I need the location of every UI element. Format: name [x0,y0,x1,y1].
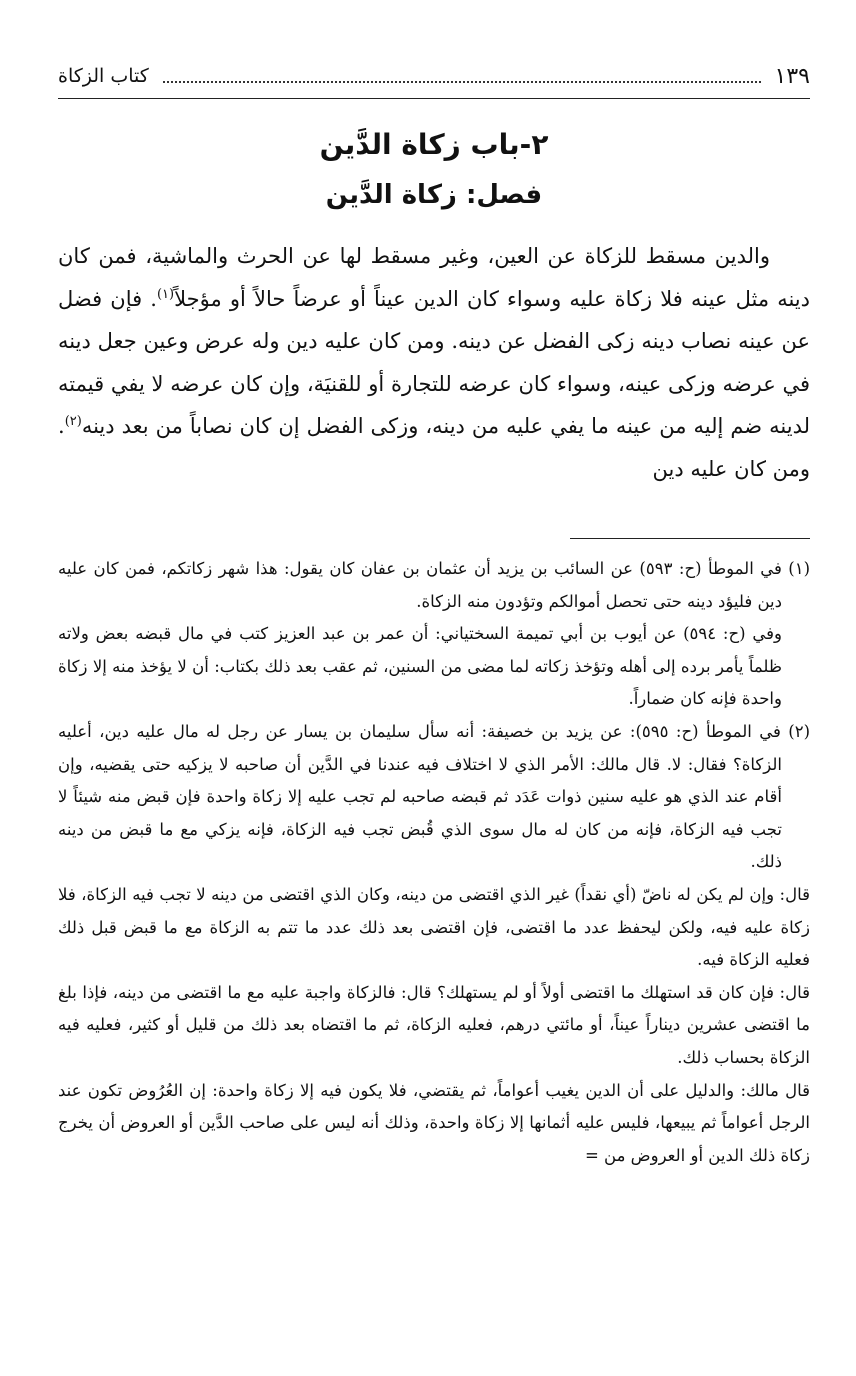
main-text [58,235,810,490]
footnote-reference-2: (٢) [64,414,82,429]
footnote-2-paragraph: قال: وإن لم يكن له ناضّ (أي نقداً) غير الذي اقتضى من دينه، وكان الذي اقتضى من دينه لا تجب فيه الزكاة، فلا زكاة عليه فيه، ولكن ليحفظ عدد ما اقتضى، فإن اقتضى بعد ذلك عدد ما تتم به الزكاة مع ما قبض قبل ذلك فعليه الزكاة فيه. [58,884,810,970]
body-text-part-3: . ومن كان عليه دين [58,414,810,481]
footnote-2: (٢) في الموطأ (ح: ٥٩٥): عن يزيد بن خصيفة: أنه سأل سليمان بن يسار عن رجل له مال عليه دين، أعليه الزكاة؟ فقال: لا. قال مالك: الأمر الذي لا اختلاف فيه عندنا في الدَّين أن صاحبه لا يزكيه حتى يقضيه، وإن أقام عند الذي هو عليه سنين ذوات عَدَد ثم قبضه صاحبه لم تجب عليه إلا زكاة واحدة فإن قبض منه شيئاً لا تجب فيه الزكاة، فإنه من كان له مال سوى الذي قُبض تجب فيه الزكاة، فإنه يزكي مع ما قبض من دينه ذلك. [58,721,810,872]
running-header [58,56,810,96]
footnote-separator [570,538,810,539]
footnote-2-paragraph: قال مالك: والدليل على أن الدين يغيب أعواماً، ثم يقتضي، فلا يكون فيه إلا زكاة واحدة: إن العُرُوض تكون عند الرجل أعواماً ثم يبيعها، فليس عليه أثمانها إلا زكاة واحدة، وذلك أنه ليس على صاحب الدَّين أو العروض أن يخرج زكاة ذلك الدين أو العروض من = [58,1080,810,1165]
body-text-part-1: والدين مسقط للزكاة عن العين، وغير مسقط لها عن الحرث والماشية، فمن كان دينه مثل عينه فلا زكاة عليه وسواء كان الدين عيناً أو عرضاً حالاً أو مؤجلاً [58,244,810,311]
footnote-1: (١) في الموطأ (ح: ٥٩٣) عن السائب بن يزيد أن عثمان بن عفان كان يقول: هذا شهر زكاتكم، فمن كان عليه دين فليؤد دينه حتى تحصل أموالكم وتؤدون منه الزكاة. [58,559,810,611]
chapter-title: ٢-باب زكاة الدَّين [319,128,549,161]
page-number: ١٣٩ [774,63,810,89]
footnote-reference-1: (١) [156,286,175,302]
footnotes [58,553,810,1172]
book-page [58,56,810,1356]
footnote-2-paragraph: قال: فإن كان قد استهلك ما اقتضى أولاً أو لم يستهلك؟ قال: فالزكاة واجبة عليه مع ما اقتضى من دينه، فإذا بلغ ما اقتضى عشرين ديناراً عيناً، أو مائتي درهم، فعليه الزكاة، ثم ما اقتضاه بعد ذلك من قليل أو كثير، فعليه فيه الزكاة بحساب ذلك. [58,982,810,1067]
body-text-part-2: . فإن فضل عن عينه نصاب دينه زكى الفضل عن دينه. ومن كان عليه دين وله عرض وعين جعل دينه في عرضه وزكى عينه، وسواء كان عرضه للتجارة أو للقنيَة، وإن كان عرضه لا يفي قيمته لدينه ضم إليه من عينه ما يفي عليه من دينه، وزكى الفضل إن كان نصاباً من بعد دينه [58,286,810,438]
footnote-1-continuation: وفي (ح: ٥٩٤) عن أيوب بن أبي تميمة السختياني: أن عمر بن عبد العزيز كتب في مال قبضه بعض ولاته ظلماً يأمر برده إلى أهله وتؤخذ زكاته لما مضى من السنين، ثم عقب بعد ذلك بكتاب: أن لا يؤخذ منه إلا زكاة واحدة فإنه كان ضماراً. [58,624,782,709]
header-leader-dots [163,69,761,83]
section-title: فصل: زكاة الدَّين [325,180,543,210]
running-header-title: كتاب الزكاة [58,65,149,87]
header-rule [58,98,810,99]
body-paragraph [58,235,810,490]
